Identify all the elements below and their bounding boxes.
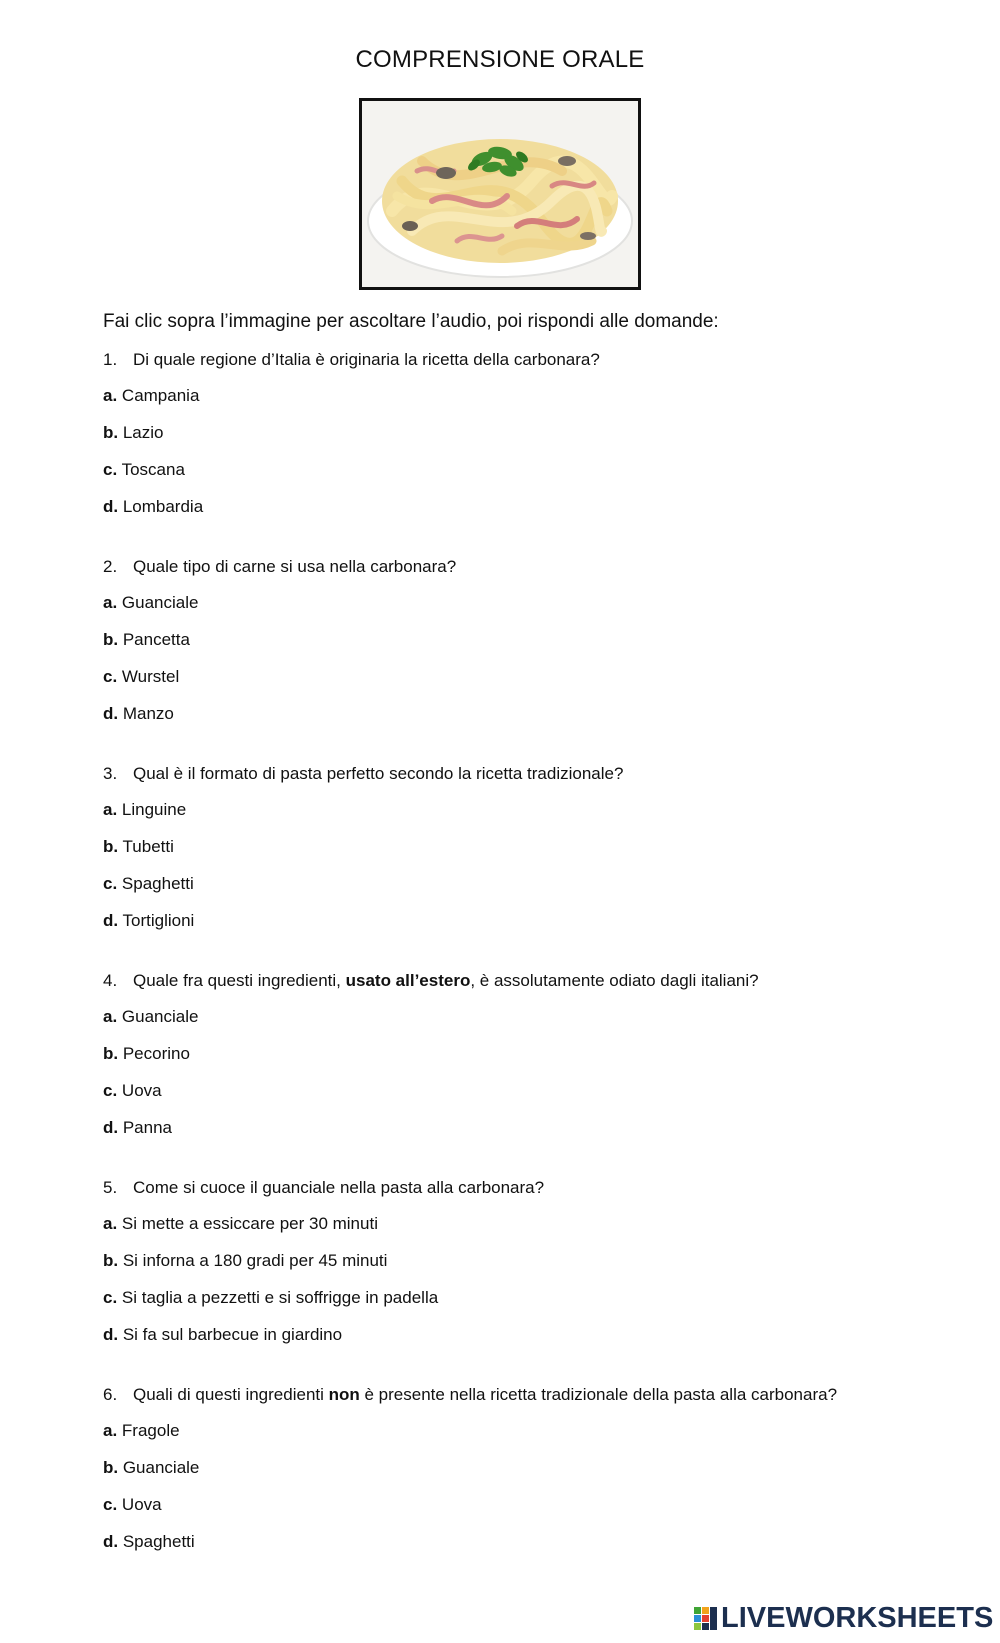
option-text: Fragole <box>117 1421 180 1440</box>
option-text: Uova <box>117 1081 162 1100</box>
option-text: Manzo <box>118 704 174 723</box>
option-letter: c. <box>103 667 118 686</box>
option-letter: a. <box>103 800 118 819</box>
option-letter: b. <box>103 1044 119 1063</box>
answer-option[interactable] <box>103 667 179 687</box>
pasta-dish-photo[interactable] <box>362 101 638 287</box>
answer-option[interactable] <box>103 1288 438 1308</box>
question-number: 5. <box>103 1178 118 1197</box>
option-letter: c. <box>103 874 118 893</box>
answer-option[interactable] <box>103 874 194 894</box>
option-letter: b. <box>103 1251 119 1270</box>
question-text <box>103 764 623 784</box>
answer-option[interactable] <box>103 497 203 517</box>
answer-option[interactable] <box>103 1118 172 1138</box>
question-5 <box>103 1178 544 1198</box>
option-text: Si mette a essiccare per 30 minuti <box>117 1214 378 1233</box>
question-text <box>103 971 759 991</box>
answer-option[interactable] <box>103 1007 198 1027</box>
option-letter: c. <box>103 460 118 479</box>
question-text <box>103 1385 837 1405</box>
answer-option[interactable] <box>103 1458 199 1478</box>
option-text: Campania <box>117 386 200 405</box>
answer-option[interactable] <box>103 386 199 406</box>
question-4 <box>103 971 759 991</box>
option-text: Pancetta <box>118 630 190 649</box>
option-letter: c. <box>103 1288 118 1307</box>
option-text: Si taglia a pezzetti e si soffrigge in padella <box>117 1288 439 1307</box>
question-text-part: Quale tipo di carne si usa nella carbonara? <box>133 557 457 576</box>
question-text-part: Quale fra questi ingredienti, <box>133 971 346 990</box>
answer-option[interactable] <box>103 1325 342 1345</box>
option-text: Si inforna a 180 gradi per 45 minuti <box>118 1251 388 1270</box>
question-3 <box>103 764 623 784</box>
option-text: Spaghetti <box>118 1532 195 1551</box>
answer-option[interactable] <box>103 630 190 650</box>
question-text <box>103 350 600 370</box>
audio-image-button[interactable] <box>359 98 641 290</box>
page-title: COMPRENSIONE ORALE <box>355 46 645 73</box>
answer-option[interactable] <box>103 704 174 724</box>
option-text: Lazio <box>118 423 164 442</box>
answer-option[interactable] <box>103 800 186 820</box>
option-letter: a. <box>103 593 118 612</box>
question-emphasis: usato all’estero <box>345 971 471 990</box>
option-text: Guanciale <box>117 593 199 612</box>
option-text: Lombardia <box>118 497 204 516</box>
option-text: Linguine <box>117 800 187 819</box>
option-text: Tubetti <box>118 837 174 856</box>
question-number: 4. <box>103 971 118 990</box>
answer-option[interactable] <box>103 1495 162 1515</box>
option-letter: d. <box>103 497 119 516</box>
option-letter: b. <box>103 630 119 649</box>
option-text: Guanciale <box>117 1007 199 1026</box>
answer-option[interactable] <box>103 1251 387 1271</box>
question-text-part: Come si cuoce il guanciale nella pasta alla carbonara? <box>133 1178 545 1197</box>
question-text <box>103 1178 544 1198</box>
question-text-part: è presente nella ricetta tradizionale della pasta alla carbonara? <box>359 1385 838 1404</box>
option-letter: b. <box>103 837 119 856</box>
answer-option[interactable] <box>103 1421 180 1441</box>
option-letter: b. <box>103 423 119 442</box>
instruction-text: Fai clic sopra l’immagine per ascoltare l’audio, poi rispondi alle domande: <box>103 311 719 332</box>
option-letter: d. <box>103 1118 119 1137</box>
question-text-part: Di quale regione d’Italia è originaria la ricetta della carbonara? <box>133 350 600 369</box>
option-letter: a. <box>103 1421 118 1440</box>
option-letter: a. <box>103 386 118 405</box>
answer-option[interactable] <box>103 911 194 931</box>
question-text <box>103 557 456 577</box>
answer-option[interactable] <box>103 1044 190 1064</box>
question-6 <box>103 1385 837 1405</box>
question-text-part: Quali di questi ingredienti <box>133 1385 329 1404</box>
option-text: Pecorino <box>118 1044 190 1063</box>
option-text: Toscana <box>117 460 185 479</box>
option-letter: d. <box>103 911 119 930</box>
option-letter: b. <box>103 1458 119 1477</box>
question-text-part: , è assolutamente odiato dagli italiani? <box>470 971 759 990</box>
question-number: 1. <box>103 350 118 369</box>
option-letter: d. <box>103 704 119 723</box>
answer-option[interactable] <box>103 1532 195 1552</box>
answer-option[interactable] <box>103 1214 378 1234</box>
answer-option[interactable] <box>103 460 185 480</box>
brand-name: LIVEWORKSHEETS <box>721 1601 994 1634</box>
answer-option[interactable] <box>103 1081 162 1101</box>
option-letter: a. <box>103 1214 118 1233</box>
question-number: 6. <box>103 1385 118 1404</box>
option-letter: a. <box>103 1007 118 1026</box>
option-text: Spaghetti <box>117 874 194 893</box>
question-1 <box>103 350 600 370</box>
answer-option[interactable] <box>103 423 163 443</box>
option-text: Uova <box>117 1495 162 1514</box>
option-text: Panna <box>118 1118 172 1137</box>
question-emphasis: non <box>328 1385 360 1404</box>
question-number: 2. <box>103 557 118 576</box>
answer-option[interactable] <box>103 837 174 857</box>
liveworksheets-logo-icon <box>693 1605 719 1631</box>
question-text-part: Qual è il formato di pasta perfetto secondo la ricetta tradizionale? <box>133 764 624 783</box>
option-letter: c. <box>103 1081 118 1100</box>
option-text: Guanciale <box>118 1458 200 1477</box>
option-letter: c. <box>103 1495 118 1514</box>
option-text: Tortiglioni <box>118 911 195 930</box>
footer-brand <box>693 1603 993 1633</box>
answer-option[interactable] <box>103 593 198 613</box>
question-number: 3. <box>103 764 118 783</box>
option-text: Wurstel <box>117 667 180 686</box>
option-letter: d. <box>103 1532 119 1551</box>
option-letter: d. <box>103 1325 119 1344</box>
option-text: Si fa sul barbecue in giardino <box>118 1325 343 1344</box>
question-2 <box>103 557 456 577</box>
